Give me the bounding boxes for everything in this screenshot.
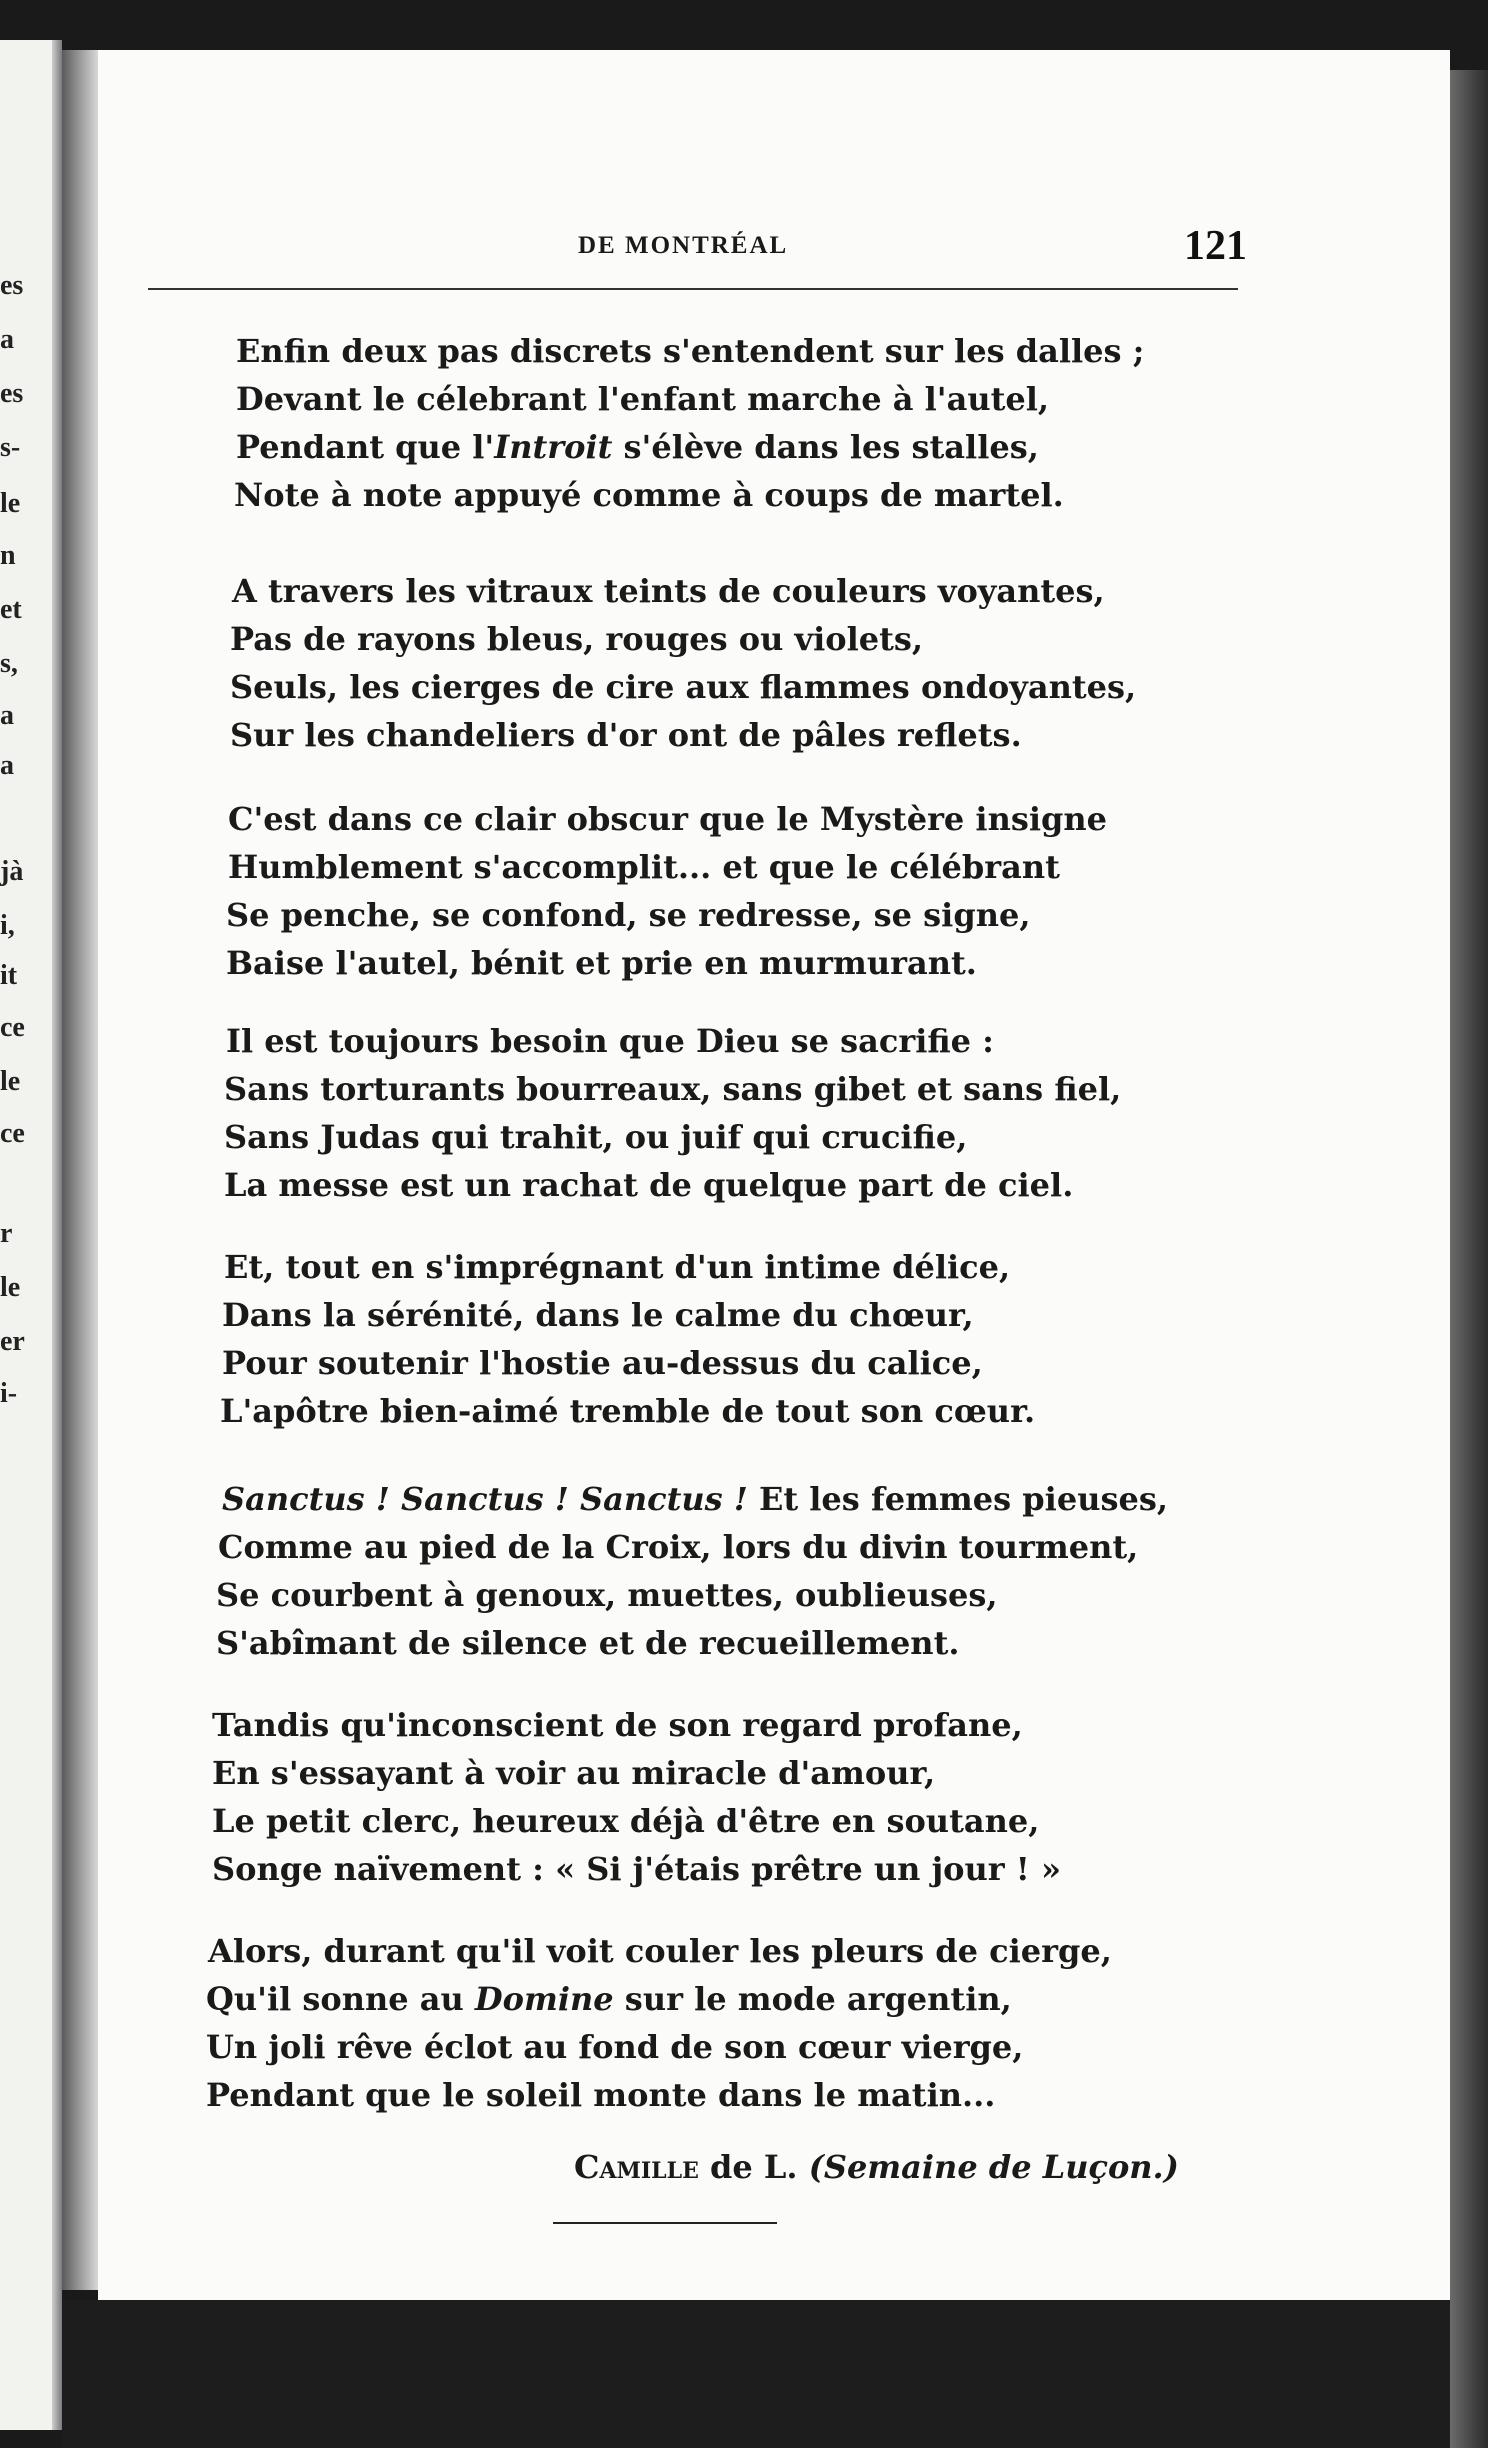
- margin-fragment: le: [0, 488, 21, 519]
- margin-fragment: a: [0, 324, 14, 355]
- poem-line: [236, 428, 1039, 466]
- running-title: DE MONTRÉAL: [578, 232, 789, 259]
- poem-line: Pas de rayons bleus, rouges ou violets,: [230, 620, 924, 658]
- poem-line: A travers les vitraux teints de couleurs voyantes,: [232, 572, 1105, 610]
- poem-line: Se penche, se confond, se redresse, se signe,: [226, 896, 1031, 934]
- line-segment: s'élève dans les stalles,: [612, 428, 1039, 466]
- page-right-edge: [1450, 70, 1488, 2448]
- italic-word: Introit: [494, 428, 613, 466]
- poem-line: Songe naïvement : « Si j'étais prêtre un jour ! »: [212, 1850, 1061, 1888]
- signature-source: (Semaine de Luçon.): [808, 2148, 1179, 2186]
- poem-line: [222, 1480, 1168, 1518]
- poem-line: S'abîmant de silence et de recueillement.: [216, 1624, 960, 1662]
- margin-fragment: i,: [0, 910, 15, 941]
- margin-fragment: it: [0, 960, 18, 991]
- margin-fragment: r: [0, 1218, 13, 1249]
- italic-word: Sanctus ! Sanctus ! Sanctus !: [222, 1480, 748, 1518]
- poem-line: Le petit clerc, heureux déjà d'être en soutane,: [212, 1802, 1040, 1840]
- poem-line: L'apôtre bien-aimé tremble de tout son cœur.: [220, 1392, 1036, 1430]
- poem-line: Un joli rêve éclot au fond de son cœur vierge,: [206, 2028, 1024, 2066]
- previous-page-shadow: [52, 40, 62, 2430]
- poem-line: Alors, durant qu'il voit couler les pleurs de cierge,: [208, 1932, 1112, 1970]
- poem-line: Pendant que le soleil monte dans le matin...: [206, 2076, 996, 2114]
- margin-fragment: es: [0, 270, 24, 301]
- line-segment: sur le mode argentin,: [613, 1980, 1012, 2018]
- line-segment: Pendant que l': [236, 428, 495, 466]
- margin-fragment: i-: [0, 1378, 18, 1409]
- poem-line: Sur les chandeliers d'or ont de pâles reflets.: [230, 716, 1022, 754]
- previous-page-edge: [0, 40, 62, 2430]
- margin-fragment: n: [0, 540, 16, 571]
- poem-line: Tandis qu'inconscient de son regard profane,: [212, 1706, 1023, 1744]
- poem-line: Humblement s'accomplit... et que le célébrant: [228, 848, 1060, 886]
- poem-line: [206, 1980, 1012, 2018]
- poem-line: En s'essayant à voir au miracle d'amour,: [212, 1754, 936, 1792]
- margin-fragment: a: [0, 750, 14, 781]
- margin-fragment: s-: [0, 432, 21, 463]
- closing-rule: [553, 2222, 777, 2224]
- poem-line: Pour soutenir l'hostie au-dessus du calice,: [222, 1344, 983, 1382]
- book-gutter: [62, 50, 98, 2290]
- signature-initial: de L.: [710, 2148, 798, 2186]
- line-segment: Et les femmes pieuses,: [747, 1480, 1168, 1518]
- signature: [574, 2148, 1179, 2186]
- poem-line: Comme au pied de la Croix, lors du divin tourment,: [218, 1528, 1139, 1566]
- margin-fragment: ce: [0, 1118, 25, 1149]
- margin-fragment: es: [0, 378, 24, 409]
- margin-fragment: er: [0, 1326, 25, 1357]
- poem-line: C'est dans ce clair obscur que le Mystère insigne: [228, 800, 1108, 838]
- header-rule: [148, 288, 1238, 290]
- margin-fragment: ce: [0, 1012, 25, 1043]
- scan-bottom-border: [62, 2300, 1450, 2448]
- italic-word: Domine: [474, 1980, 614, 2018]
- poem-line: La messe est un rachat de quelque part de ciel.: [224, 1166, 1074, 1204]
- margin-fragment: jà: [0, 856, 24, 887]
- margin-fragment: le: [0, 1272, 21, 1303]
- poem-line: Sans Judas qui trahit, ou juif qui crucifie,: [224, 1118, 968, 1156]
- poem-line: Enfin deux pas discrets s'entendent sur les dalles ;: [236, 332, 1145, 370]
- poem-line: Sans torturants bourreaux, sans gibet et sans fiel,: [224, 1070, 1122, 1108]
- margin-fragment: a: [0, 700, 14, 731]
- signature-author: Camille: [574, 2148, 699, 2186]
- poem-line: Se courbent à genoux, muettes, oublieuses,: [216, 1576, 998, 1614]
- poem-line: Dans la sérénité, dans le calme du chœur,: [222, 1296, 974, 1334]
- poem-line: Baise l'autel, bénit et prie en murmurant.: [226, 944, 977, 982]
- poem-line: Et, tout en s'imprégnant d'un intime délice,: [224, 1248, 1011, 1286]
- margin-fragment: s,: [0, 648, 18, 679]
- poem-line: Note à note appuyé comme à coups de martel.: [234, 476, 1064, 514]
- poem-line: Devant le célebrant l'enfant marche à l'autel,: [236, 380, 1050, 418]
- page-number: 121: [1184, 223, 1247, 269]
- poem-line: Il est toujours besoin que Dieu se sacrifie :: [226, 1022, 994, 1060]
- margin-fragment: et: [0, 594, 22, 625]
- margin-fragment: le: [0, 1066, 21, 1097]
- line-segment: Qu'il sonne au: [206, 1980, 475, 2018]
- poem-line: Seuls, les cierges de cire aux flammes ondoyantes,: [230, 668, 1137, 706]
